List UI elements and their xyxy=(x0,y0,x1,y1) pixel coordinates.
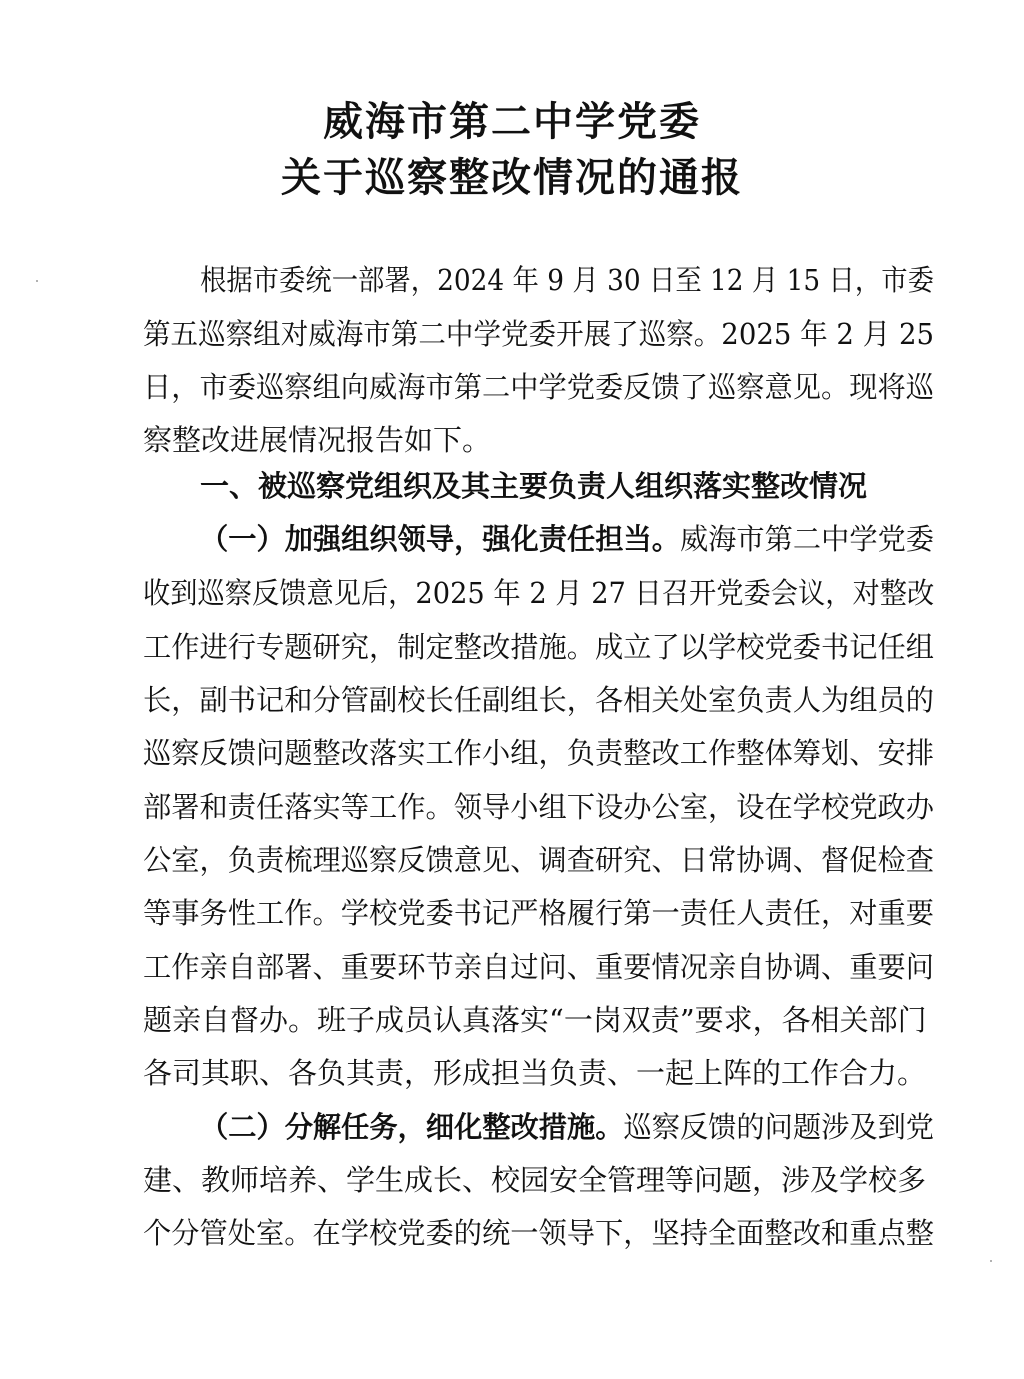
subsection-2-first-line xyxy=(200,1107,934,1147)
paragraph-line: 巡察反馈问题整改落实工作小组，负责整改工作整体筹划、安排 xyxy=(143,736,934,770)
paragraph-line: 部署和责任落实等工作。领导小组下设办公室，设在学校党政办 xyxy=(143,790,934,824)
paragraph-line: 个分管处室。在学校党委的统一领导下，坚持全面整改和重点整 xyxy=(143,1216,934,1250)
paragraph-line: 各司其职、各负其责，形成担当负责、一起上阵的工作合力。 xyxy=(143,1056,927,1090)
intro-line: 日，市委巡察组向威海市第二中学党委反馈了巡察意见。现将巡 xyxy=(143,370,934,404)
paragraph-line: 等事务性工作。学校党委书记严格履行第一责任人责任，对重要 xyxy=(143,896,934,930)
intro-line: 根据市委统一部署，2024 年 9 月 30 日至 12 月 15 日，市委 xyxy=(200,263,934,297)
scan-speck xyxy=(36,280,38,282)
document-title-line-2: 关于巡察整改情况的通报 xyxy=(281,155,743,201)
paragraph-line: 工作亲自部署、重要环节亲自过问、重要情况亲自协调、重要问 xyxy=(143,950,934,984)
scan-speck xyxy=(990,1260,992,1262)
document-title-line-1: 威海市第二中学党委 xyxy=(323,99,701,145)
subsection-1-lead: （一）加强组织领导，强化责任担当。 xyxy=(200,522,680,556)
subsection-2-first-line-rest: 巡察反馈的问题涉及到党 xyxy=(623,1110,935,1144)
intro-line: 第五巡察组对威海市第二中学党委开展了巡察。2025 年 2 月 25 xyxy=(143,317,935,351)
paragraph-line: 公室，负责梳理巡察反馈意见、调查研究、日常协调、督促检查 xyxy=(143,843,934,877)
subsection-2-lead: （二）分解任务，细化整改措施。 xyxy=(200,1110,624,1144)
paragraph-line: 题亲自督办。班子成员认真落实“一岗双责”要求，各相关部门 xyxy=(143,1003,927,1037)
intro-line: 察整改进展情况报告如下。 xyxy=(143,423,492,457)
paragraph-line: 建、教师培养、学生成长、校园安全管理等问题，涉及学校多 xyxy=(143,1163,927,1197)
subsection-1-first-line-rest: 威海市第二中学党委 xyxy=(679,522,935,556)
section-heading: 一、被巡察党组织及其主要负责人组织落实整改情况 xyxy=(200,469,868,503)
paragraph-line: 长，副书记和分管副校长任副组长，各相关处室负责人为组员的 xyxy=(143,683,934,717)
paragraph-line: 收到巡察反馈意见后，2025 年 2 月 27 日召开党委会议，对整改 xyxy=(143,576,935,610)
paragraph-line: 工作进行专题研究，制定整改措施。成立了以学校党委书记任组 xyxy=(143,630,934,664)
subsection-1-first-line xyxy=(200,519,934,559)
